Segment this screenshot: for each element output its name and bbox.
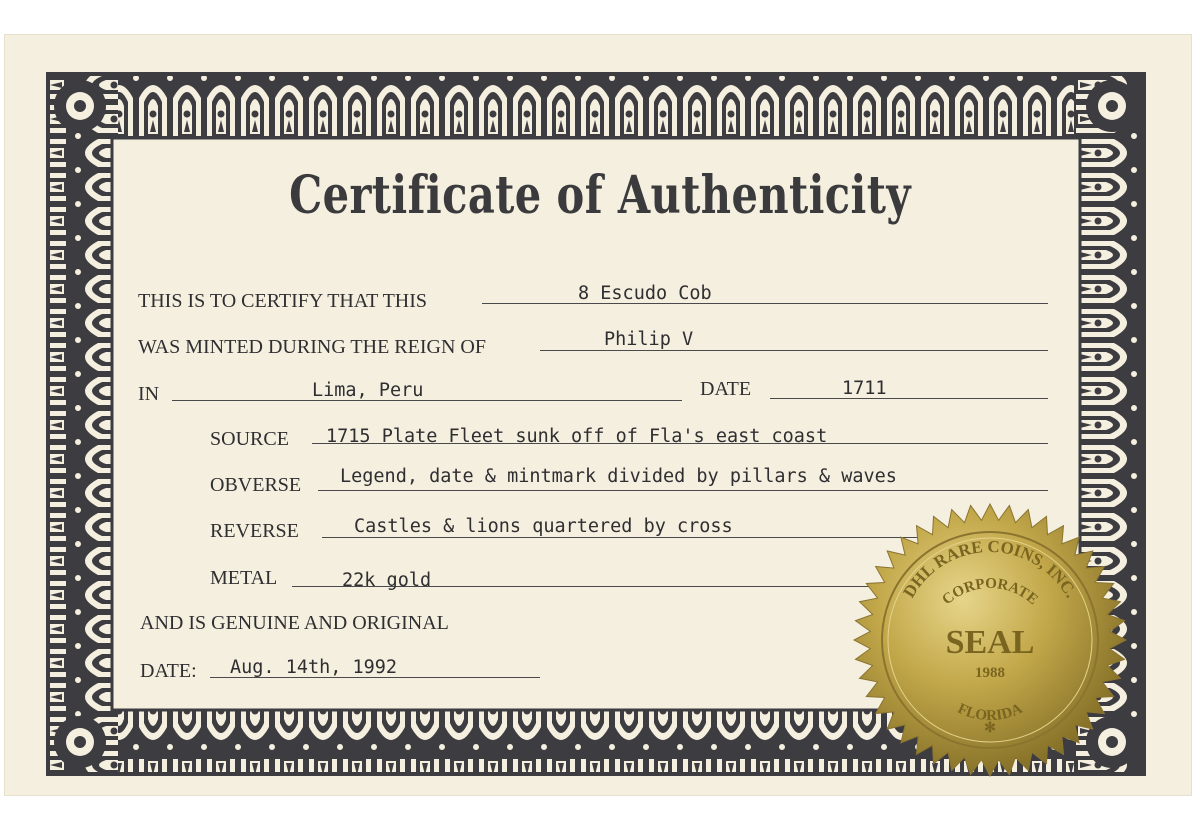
date-label: DATE (700, 378, 752, 400)
certify-label: THIS IS TO CERTIFY THAT THIS (138, 290, 428, 312)
in-line (172, 400, 682, 401)
in-value: Lima, Peru (312, 380, 424, 401)
metal-value: 22k gold (342, 570, 432, 591)
reverse-label: REVERSE (210, 520, 299, 542)
source-value: 1715 Plate Fleet sunk off of Fla's east coast (326, 426, 828, 447)
reign-label: WAS MINTED DURING THE REIGN OF (138, 336, 486, 358)
seal-bottom-text: FLORIDA (955, 700, 1025, 725)
date-value: 1711 (842, 378, 887, 399)
seal-star-icon: ✻ (984, 721, 996, 736)
seal-top-text: DHL RARE COINS, INC. (899, 536, 1081, 601)
obverse-line (318, 490, 1048, 491)
seal-year: 1988 (975, 665, 1005, 681)
in-label: IN (138, 383, 160, 405)
metal-label: METAL (210, 567, 278, 589)
seal-middle-arc: CORPORATE (939, 575, 1041, 609)
certificate-title: Certificate of Authenticity (289, 165, 911, 226)
reverse-line (322, 537, 922, 538)
obverse-label: OBVERSE (210, 474, 302, 496)
source-label: SOURCE (210, 428, 289, 450)
reverse-value: Castles & lions quartered by cross (354, 516, 733, 537)
reign-line (540, 350, 1048, 351)
seal-center-text: SEAL (945, 624, 1035, 661)
date-line (770, 398, 1048, 399)
genuine-label: AND IS GENUINE AND ORIGINAL (140, 612, 449, 634)
certify-line (482, 303, 1048, 304)
signed-date-value: Aug. 14th, 1992 (230, 657, 398, 678)
certify-value: 8 Escudo Cob (578, 283, 712, 304)
obverse-value: Legend, date & mintmark divided by pillars & waves (340, 466, 897, 487)
corporate-seal (850, 500, 1130, 780)
signed-date-label: DATE: (140, 660, 197, 682)
reign-value: Philip V (604, 329, 694, 350)
